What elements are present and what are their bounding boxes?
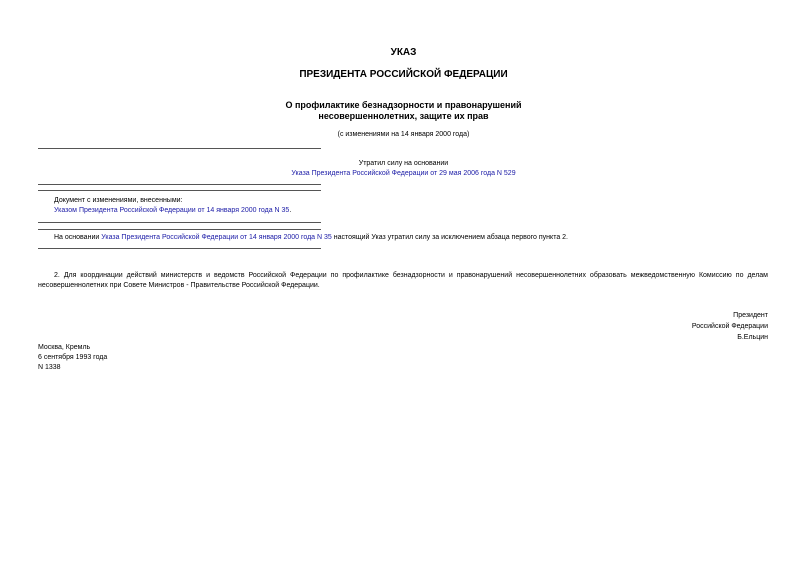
document-subject-line2: несовершеннолетних, защите их прав: [318, 111, 489, 121]
basis-link[interactable]: Указа Президента Российской Федерации от 14 января 2000 года N 35: [101, 234, 332, 241]
divider: [38, 190, 321, 191]
basis-prefix: На основании: [54, 234, 100, 241]
repeal-text: Утратил силу на основании: [358, 160, 449, 167]
changes-label: Документ с изменениями, внесенными:: [54, 197, 183, 204]
changes-link[interactable]: Указом Президента Российской Федерации от 14 января 2000 года N 35: [54, 207, 290, 214]
document-title: УКАЗ: [390, 47, 417, 58]
signature-name: Б.Ельцин: [737, 334, 768, 341]
divider: [38, 184, 321, 185]
paragraph-2: 2. Для координации действий министерств и ведомств Российской Федерации по профилактике безнадзорности и правонарушений несовершеннолетних образовать межведомственную Комиссию по делам несовершеннолетних при Совете Министров - Правительстве Российской Федерации.: [38, 272, 768, 289]
signature-office: Российской Федерации: [691, 323, 768, 330]
document-issuer: ПРЕЗИДЕНТА РОССИЙСКОЙ ФЕДЕРАЦИИ: [299, 69, 508, 80]
repeal-link[interactable]: Указа Президента Российской Федерации от 29 мая 2006 года N 529: [291, 170, 516, 177]
date: 6 сентября 1993 года: [38, 354, 108, 361]
document-subject-line1: О профилактике безнадзорности и правонарушений: [285, 100, 522, 110]
divider: [38, 222, 321, 223]
divider: [38, 248, 321, 249]
divider: [38, 148, 321, 149]
amendment-note: (с изменениями на 14 января 2000 года): [337, 131, 470, 138]
basis-line: [54, 233, 568, 242]
changes-line: [54, 206, 291, 215]
divider: [38, 229, 321, 230]
place: Москва, Кремль: [38, 344, 91, 351]
signature-title: Президент: [733, 312, 768, 319]
basis-suffix: настоящий Указ утратил силу за исключением абзаца первого пункта 2.: [333, 234, 568, 241]
changes-period: .: [289, 207, 292, 214]
document-number: N 1338: [38, 364, 61, 371]
